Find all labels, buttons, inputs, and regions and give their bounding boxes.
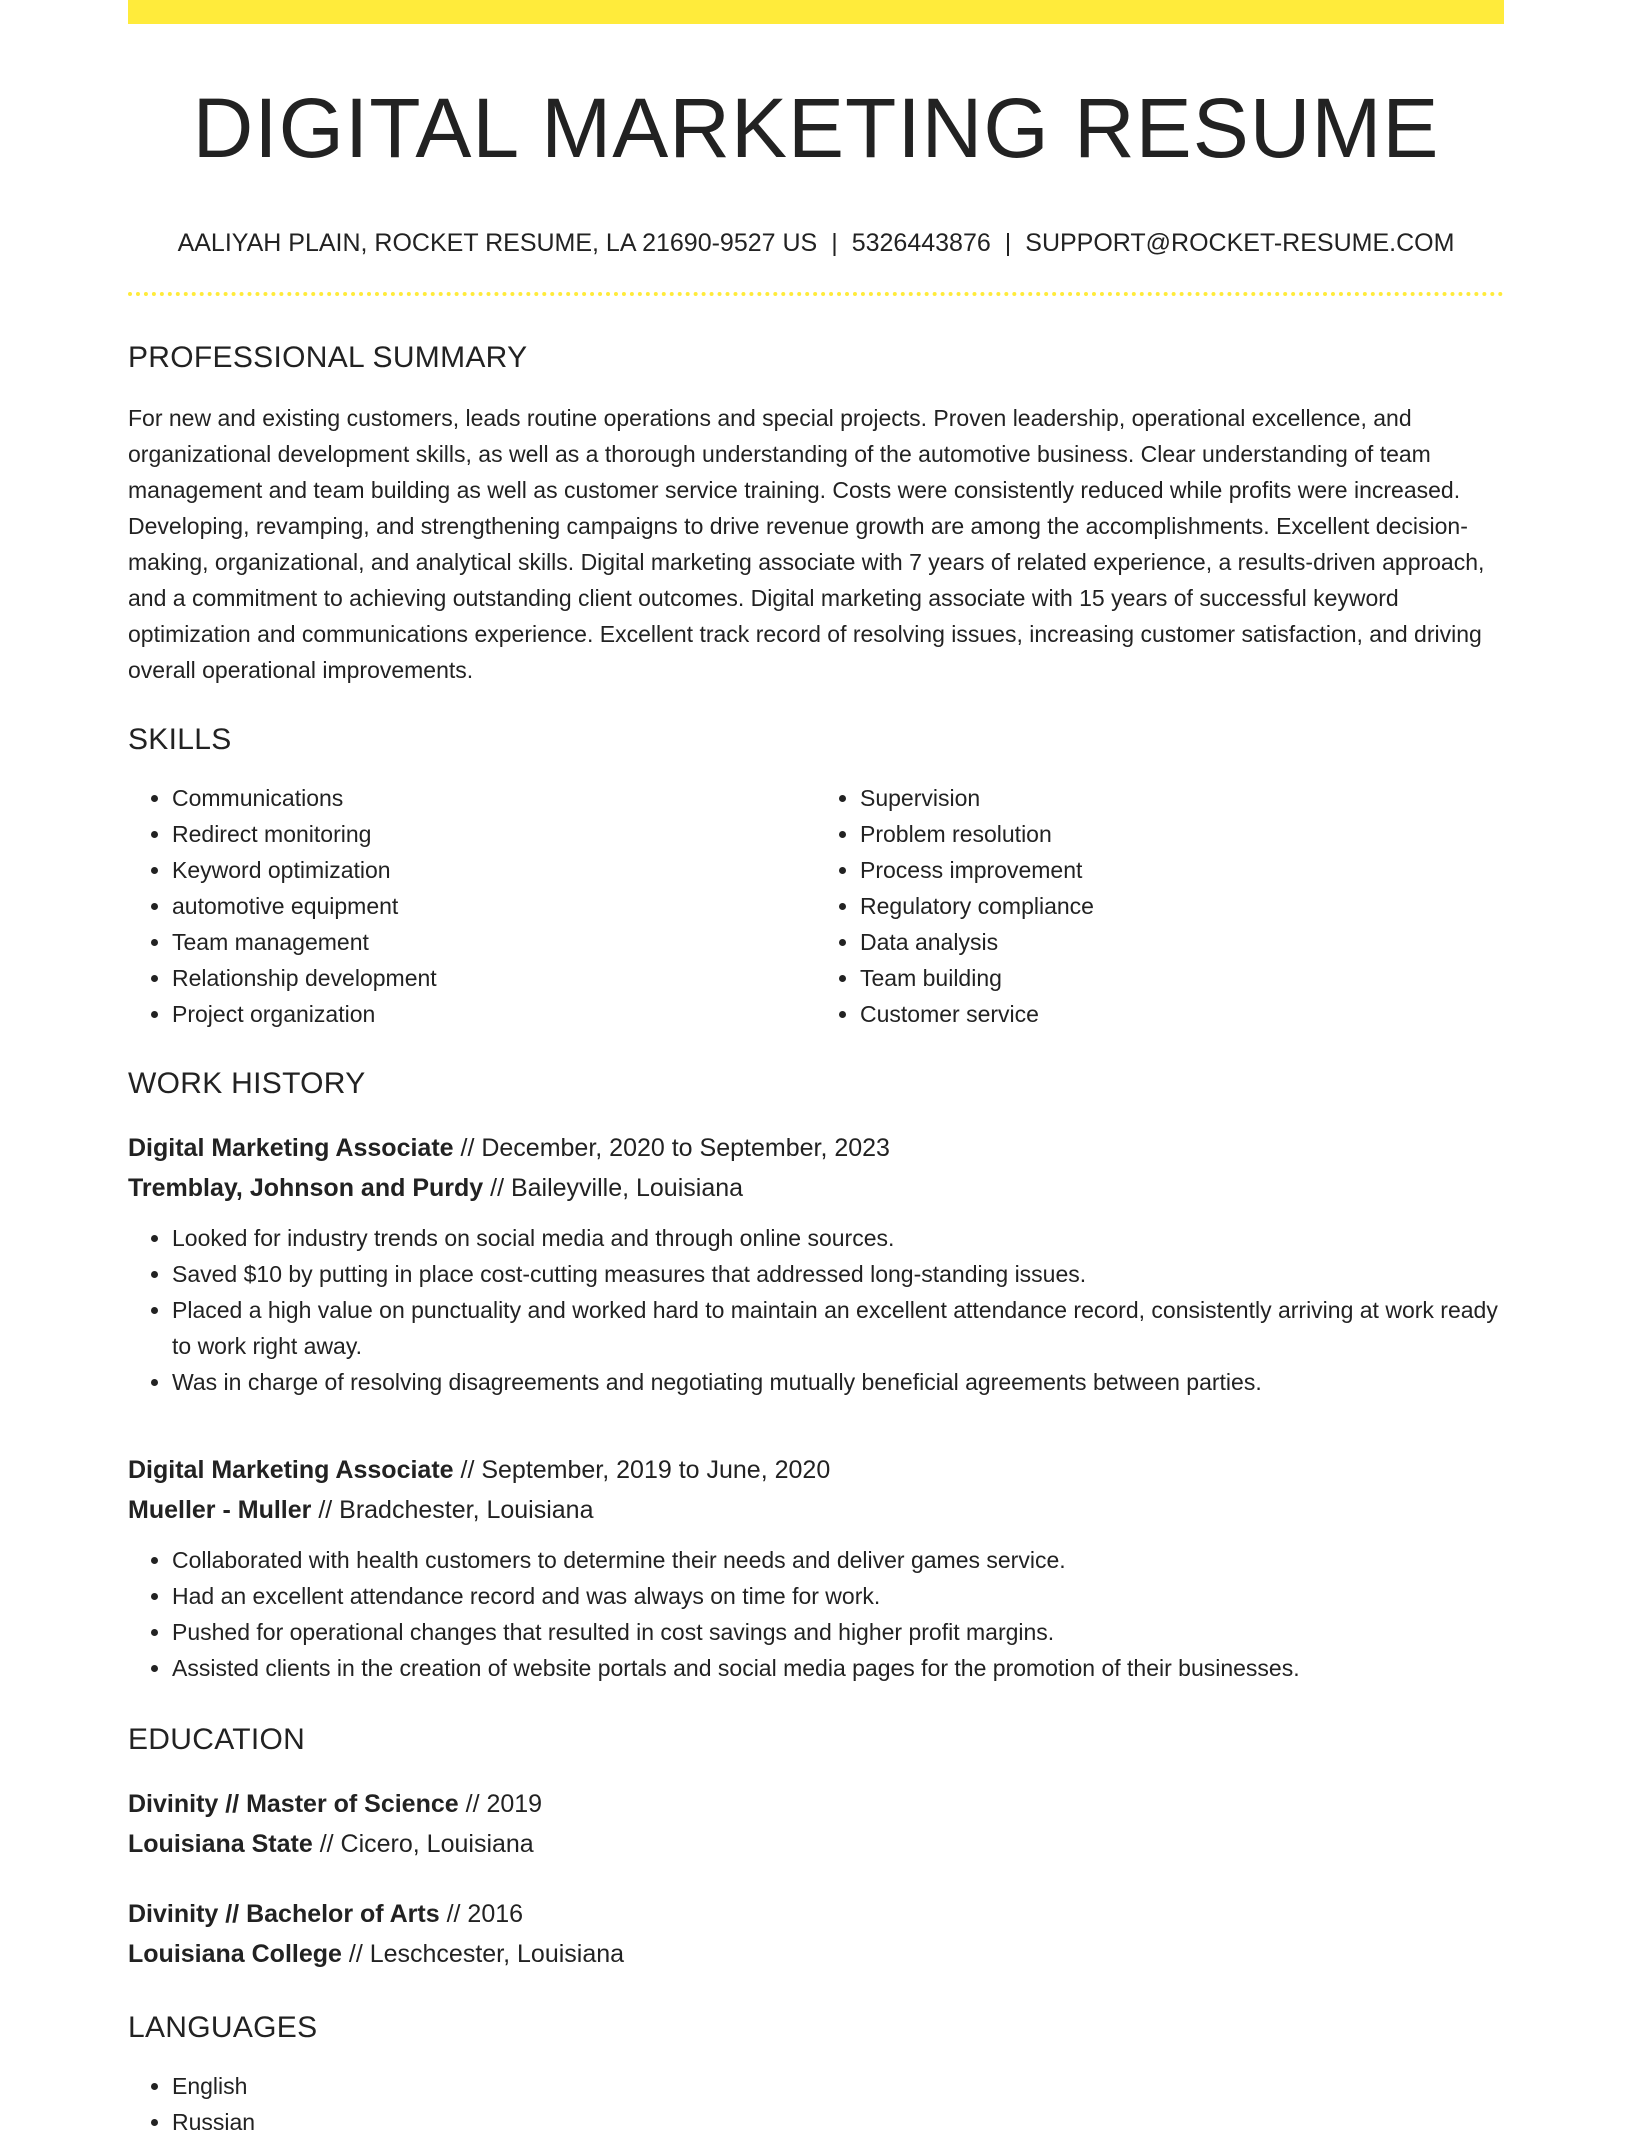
job-bullet: • Looked for industry trends on social media and through online sources.	[172, 1220, 1504, 1256]
degree-year: // 2019	[458, 1790, 543, 1819]
education-entry	[128, 1894, 1504, 1974]
job-company: Tremblay, Johnson and Purdy	[128, 1174, 484, 1203]
job-entry	[128, 1128, 1504, 1400]
skills-heading: SKILLS	[128, 723, 232, 757]
job-title-line	[128, 1450, 1504, 1490]
job-company-line	[128, 1168, 1504, 1208]
skill-item: • Regulatory compliance	[860, 888, 1504, 924]
job-bullet: • Saved $10 by putting in place cost-cutting measures that addressed long-standing issues.	[172, 1256, 1504, 1292]
skills-column-right	[816, 780, 1504, 1032]
language-item: • Russian	[172, 2104, 1504, 2140]
contact-email: SUPPORT@ROCKET-RESUME.COM	[1025, 229, 1455, 258]
school: Louisiana College	[128, 1940, 342, 1969]
job-title: Digital Marketing Associate	[128, 1134, 454, 1163]
top-accent-bar	[128, 0, 1504, 24]
skill-item: • Problem resolution	[860, 816, 1504, 852]
job-title: Digital Marketing Associate	[128, 1456, 454, 1485]
job-bullet: • Had an excellent attendance record and was always on time for work.	[172, 1578, 1504, 1614]
school-location: // Leschcester, Louisiana	[341, 1940, 625, 1969]
job-company: Mueller - Muller	[128, 1496, 312, 1525]
contact-separator: |	[831, 229, 838, 258]
degree-line	[128, 1894, 1504, 1934]
skill-item: • Keyword optimization	[172, 852, 816, 888]
contact-address: AALIYAH PLAIN, ROCKET RESUME, LA 21690-9527 US	[177, 229, 818, 258]
skill-item: • Team management	[172, 924, 816, 960]
skill-item: • automotive equipment	[172, 888, 816, 924]
job-bullet: • Assisted clients in the creation of website portals and social media pages for the promotion of their businesses.	[172, 1650, 1504, 1686]
education-heading: EDUCATION	[128, 1723, 306, 1757]
job-location: // Bradchester, Louisiana	[311, 1496, 594, 1525]
degree: Divinity // Master of Science	[128, 1790, 459, 1819]
language-item: • English	[172, 2068, 1504, 2104]
skill-item: • Redirect monitoring	[172, 816, 816, 852]
degree-line	[128, 1784, 1504, 1824]
education-entry	[128, 1784, 1504, 1864]
school-line	[128, 1934, 1504, 1974]
work-history-heading: WORK HISTORY	[128, 1067, 366, 1101]
summary-text: For new and existing customers, leads routine operations and special projects. Proven leadership, operational excellence, and organizational development skills, as well as a thorough understanding of the automotive business. Clear understanding of team management and team building as well as customer service training. Costs were consistently reduced while profits were increased. Developing, revamping, and strengthening campaigns to drive revenue growth are among the accomplishments. Excellent decision-making, organizational, and analytical skills. Digital marketing associate with 7 years of related experience, a results-driven approach, and a commitment to achieving outstanding client outcomes. Digital marketing associate with 15 years of successful keyword optimization and communications experience. Excellent track record of resolving issues, increasing customer satisfaction, and driving overall operational improvements.	[128, 405, 1485, 684]
skill-item: • Process improvement	[860, 852, 1504, 888]
job-title-line	[128, 1128, 1504, 1168]
job-bullet: • Placed a high value on punctuality and worked hard to maintain an excellent attendance record, consistently arriving at work ready to work right away.	[172, 1292, 1504, 1364]
skill-item: • Relationship development	[172, 960, 816, 996]
skill-item: • Communications	[172, 780, 816, 816]
job-bullet: • Collaborated with health customers to determine their needs and deliver games service.	[172, 1542, 1504, 1578]
job-bullets	[128, 1542, 1504, 1686]
contact-phone: 5326443876	[851, 229, 991, 258]
job-bullets	[128, 1220, 1504, 1400]
skill-item: • Data analysis	[860, 924, 1504, 960]
languages-heading: LANGUAGES	[128, 2011, 318, 2045]
school: Louisiana State	[128, 1830, 313, 1859]
job-company-line	[128, 1490, 1504, 1530]
job-bullet: • Was in charge of resolving disagreements and negotiating mutually beneficial agreements between parties.	[172, 1364, 1504, 1400]
contact-line	[128, 228, 1504, 258]
contact-separator: |	[1004, 229, 1012, 258]
skill-item: • Supervision	[860, 780, 1504, 816]
skill-item: • Customer service	[860, 996, 1504, 1032]
page-title: DIGITAL MARKETING RESUME	[192, 81, 1440, 175]
job-dates: // September, 2019 to June, 2020	[453, 1456, 831, 1485]
job-dates: // December, 2020 to September, 2023	[453, 1134, 890, 1163]
resume-page	[128, 0, 1504, 2140]
job-bullet: • Pushed for operational changes that resulted in cost savings and higher profit margins.	[172, 1614, 1504, 1650]
school-location: // Cicero, Louisiana	[312, 1830, 534, 1859]
job-location: // Baileyville, Louisiana	[483, 1174, 744, 1203]
degree-year: // 2016	[439, 1900, 524, 1929]
header-divider	[128, 292, 1504, 296]
skill-item: • Project organization	[172, 996, 816, 1032]
school-line	[128, 1824, 1504, 1864]
job-entry	[128, 1450, 1504, 1686]
skills-list	[128, 780, 1504, 1032]
languages-list	[128, 2068, 1504, 2140]
degree: Divinity // Bachelor of Arts	[128, 1900, 440, 1929]
skill-item: • Team building	[860, 960, 1504, 996]
summary-heading: PROFESSIONAL SUMMARY	[128, 341, 528, 375]
skills-column-left	[128, 780, 816, 1032]
